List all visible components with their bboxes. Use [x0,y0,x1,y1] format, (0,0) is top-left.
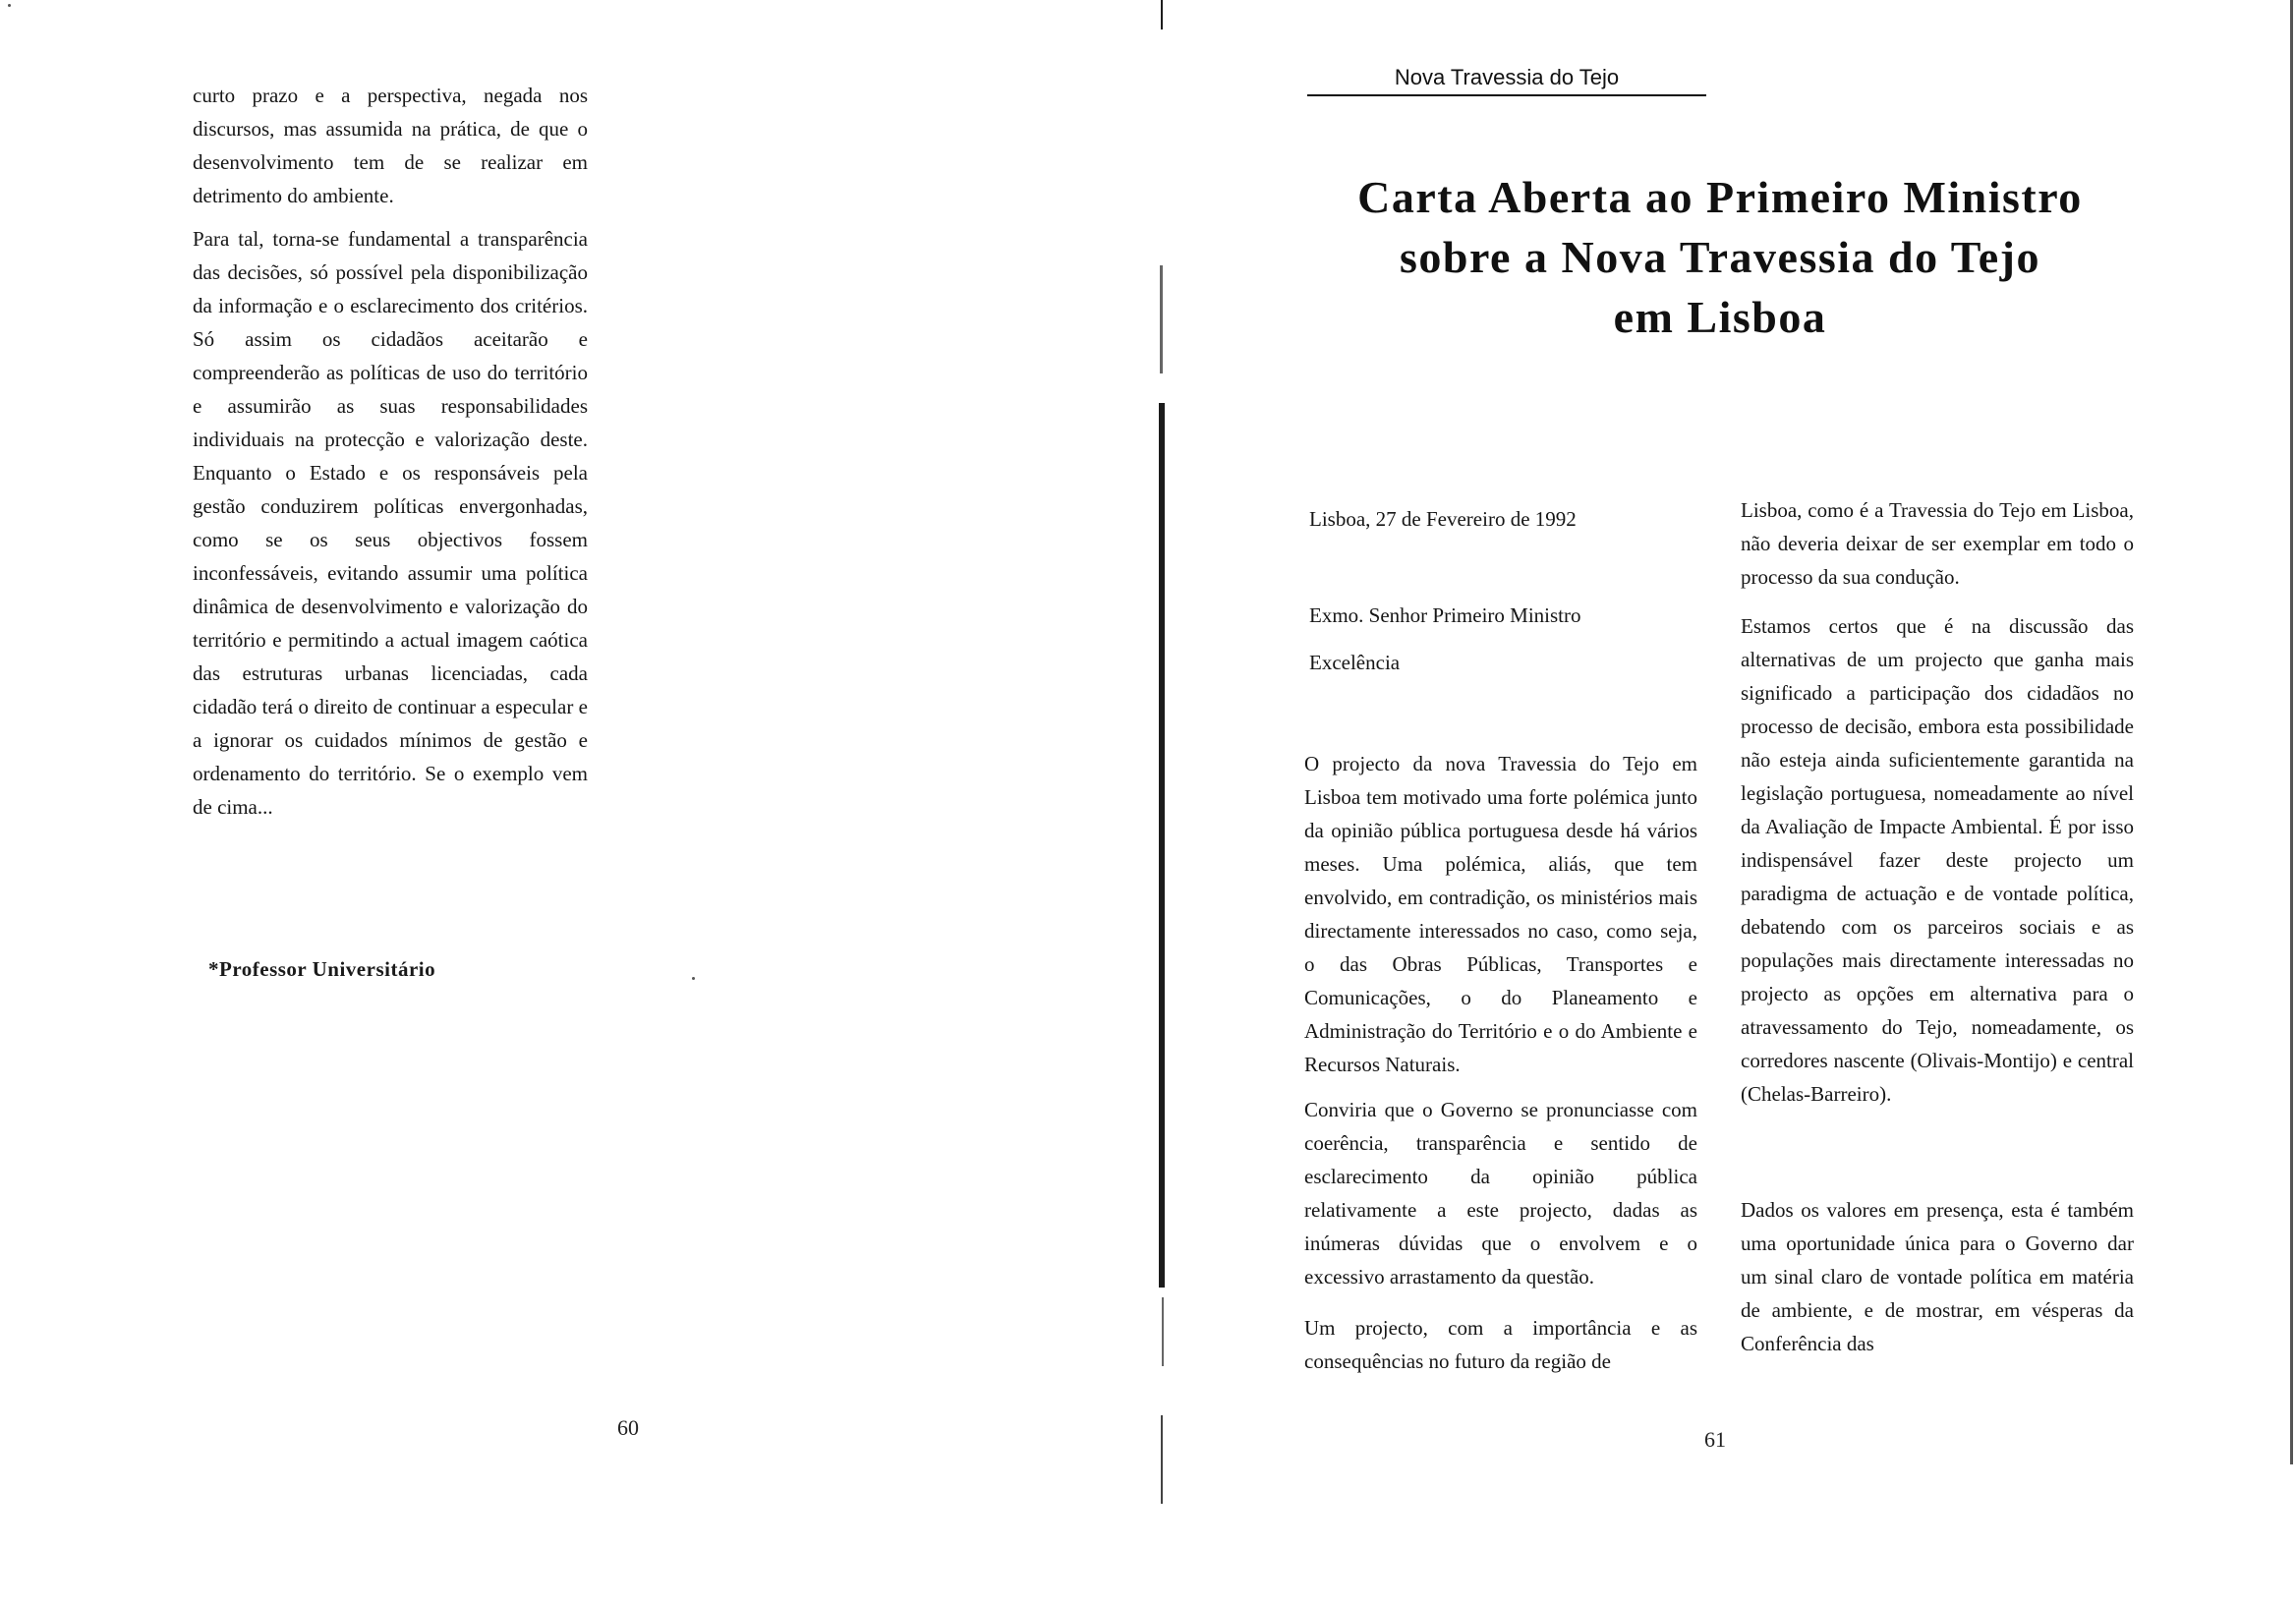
page-edge-shadow [2290,0,2293,1464]
greeting: Excelência [1309,651,1401,674]
scan-speck [692,977,695,980]
scan-speck [8,4,11,7]
body-paragraph-6: Dados os valores em presença, esta é também uma oportunidade única para o Governo dar um sinal claro de vontade política em matéria de ambiente, e de mostrar, em vésperas da Conferência das [1741,1198,2134,1355]
salutation: Exmo. Senhor Primeiro Ministro [1309,603,1581,627]
left-paragraph-1: curto prazo e a perspectiva, negada nos discursos, mas assumida na prática, de que o desenvolvimento tem de se realizar em detrimento do ambiente. [193,84,588,207]
title-line-3: em Lisboa [1613,292,1827,342]
author-note: *Professor Universitário [208,957,436,981]
body-paragraph-5: Estamos certos que é na discussão das alternativas de um projecto que ganha mais significado a participação dos cidadãos no processo de decisão, embora esta possibilidade não esteja ainda suficientemente garantida na legislação portuguesa, nomeadamente ao nível da Avaliação de Impacte Ambiental. É por isso indispensável fazer deste projecto um paradigma de actuação e de vontade política, debatendo com os parceiros sociais e as populações mais directamente interessadas no projecto as opções em alternativa para o atravessamento do Tejo, nomeadamente, os corredores nascente (Olivais-Montijo) e central (Chelas-Barreiro). [1741,614,2134,1106]
body-paragraph-3: Um projecto, com a importância e as consequências no futuro da região de [1304,1316,1697,1373]
body-paragraph-2: Conviria que o Governo se pronunciasse com coerência, transparência e sentido de esclarecimento da opinião pública relativamente a este projecto, dadas as inúmeras dúvidas que o envolvem e o excessivo arrastamento da questão. [1304,1098,1697,1289]
body-paragraph-4: Lisboa, como é a Travessia do Tejo em Lisboa, não deveria deixar de ser exemplar em todo o processo da sua condução. [1741,498,2134,589]
book-spine-shadow [1158,0,1170,1604]
title-line-2: sobre a Nova Travessia do Tejo [1399,232,2040,282]
body-paragraph-1: O projecto da nova Travessia do Tejo em Lisboa tem motivado uma forte polémica junto da opinião pública portuguesa desde há vários meses. Uma polémica, aliás, que tem envolvido, em contradição, os ministérios mais directamente interessados no caso, como seja, o das Obras Públicas, Transportes e Comunicações, o do Planeamento e Administração do Território e o do Ambiente e Recursos Naturais. [1304,752,1697,1076]
letter-date: Lisboa, 27 de Fevereiro de 1992 [1309,507,1577,531]
article-title [1307,167,2133,347]
running-header: Nova Travessia do Tejo [1394,65,1620,89]
title-line-1: Carta Aberta ao Primeiro Ministro [1357,172,2083,222]
header-rule [1307,94,1706,96]
left-page-number: 60 [617,1415,639,1440]
right-page-number: 61 [1704,1427,1726,1452]
left-paragraph-2: Para tal, torna-se fundamental a transparência das decisões, só possível pela disponibilização da informação e o esclarecimento dos critérios. Só assim os cidadãos aceitarão e compreenderão as políticas de uso do território e assumirão as suas responsabilidades individuais na protecção e valorização deste. Enquanto o Estado e os responsáveis pela gestão conduzirem políticas envergonhadas, como se os seus objectivos fossem inconfessáveis, evitando assumir uma política dinâmica de desenvolvimento e valorização do território e permitindo a actual imagem caótica das estruturas urbanas licenciadas, cada cidadão terá o direito de continuar a especular e a ignorar os cuidados mínimos de gestão e ordenamento do território. Se o exemplo vem de cima... [193,227,588,819]
